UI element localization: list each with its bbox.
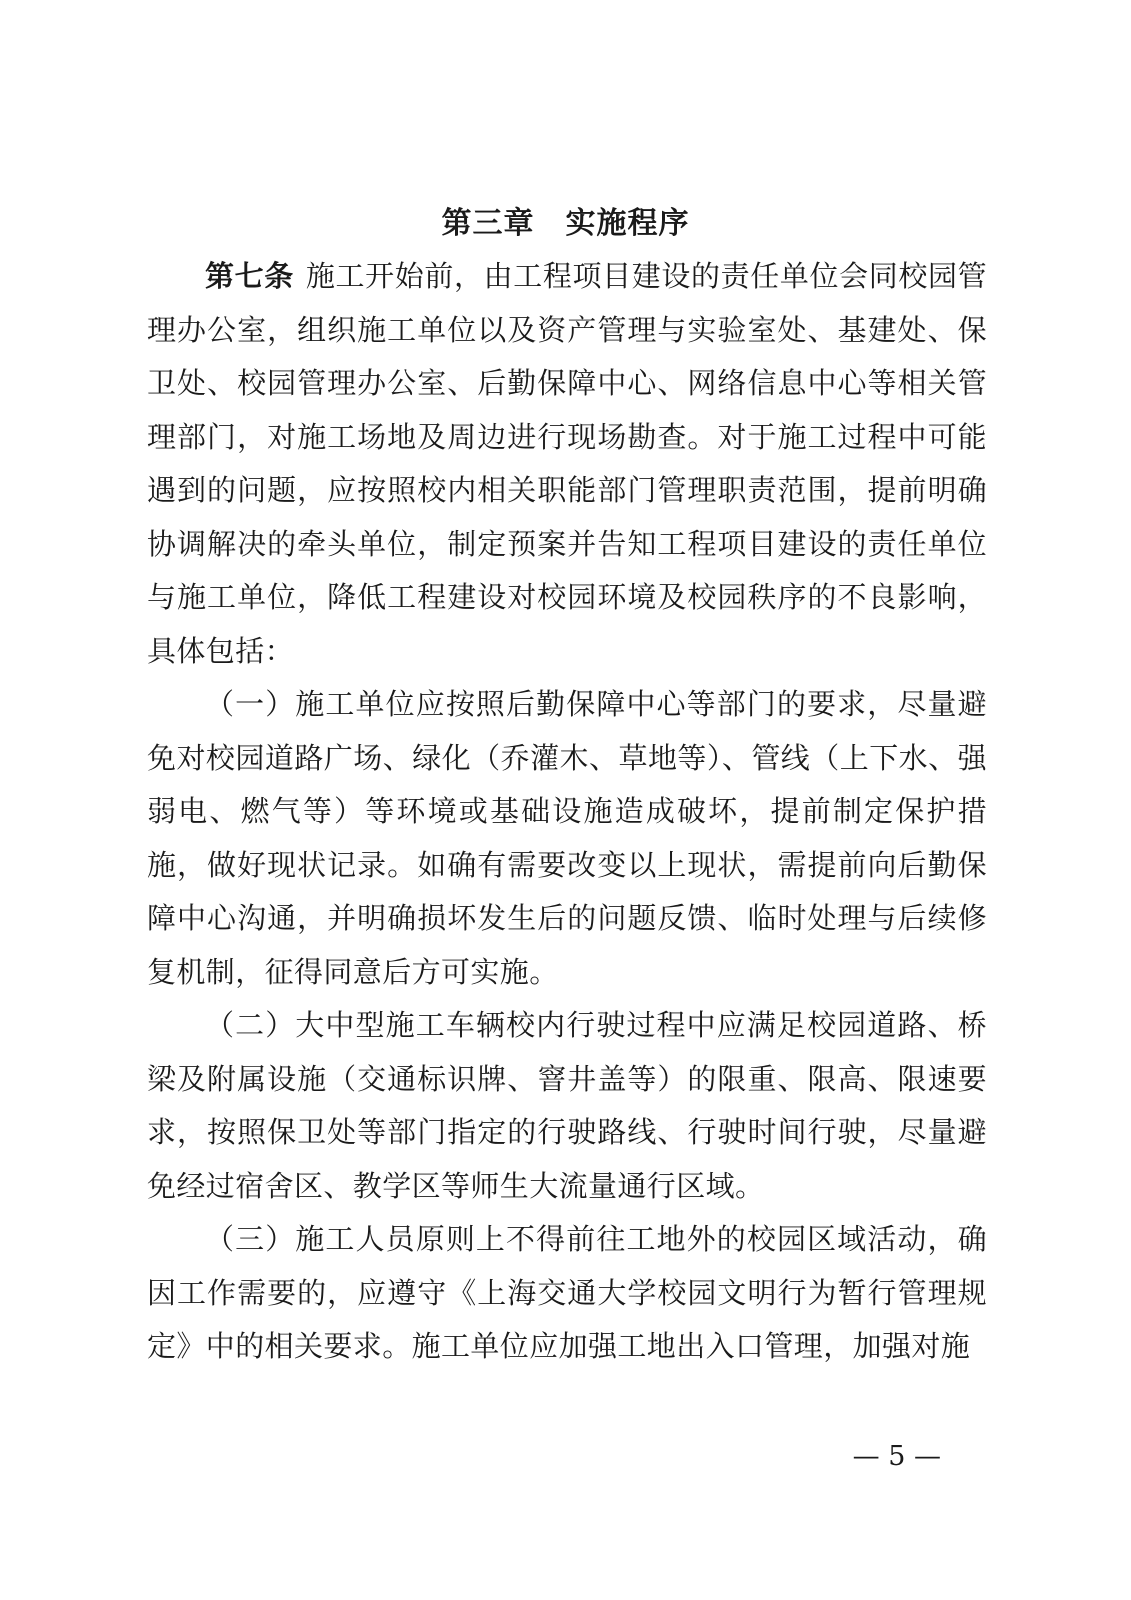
article-seven-paragraph — [147, 250, 987, 678]
item-two-paragraph: （二）大中型施工车辆校内行驶过程中应满足校园道路、桥梁及附属设施（交通标识牌、窨井盖等）的限重、限高、限速要求，按照保卫处等部门指定的行驶路线、行驶时间行驶，尽量避免经过宿舍区、教学区等师生大流量通行区域。 — [147, 1008, 987, 1203]
body-text — [147, 250, 987, 1374]
article-text: 施工开始前，由工程项目建设的责任单位会同校园管理办公室，组织施工单位以及资产管理与实验室处、基建处、保卫处、校园管理办公室、后勤保障中心、网络信息中心等相关管理部门，对施工场地及周边进行现场勘查。对于施工过程中可能遇到的问题，应按照校内相关职能部门管理职责范围，提前明确协调解决的牵头单位，制定预案并告知工程项目建设的责任单位与施工单位，降低工程建设对校园环境及校园秩序的不良影响，具体包括： — [147, 259, 987, 668]
item-one-paragraph: （一）施工单位应按照后勤保障中心等部门的要求，尽量避免对校园道路广场、绿化（乔灌木、草地等）、管线（上下水、强弱电、燃气等）等环境或基础设施造成破坏，提前制定保护措施，做好现状记录。如确有需要改变以上现状，需提前向后勤保障中心沟通，并明确损坏发生后的问题反馈、临时处理与后续修复机制，征得同意后方可实施。 — [147, 687, 987, 989]
article-label: 第七条 — [205, 259, 294, 293]
item-three-paragraph: （三）施工人员原则上不得前往工地外的校园区域活动，确因工作需要的，应遵守《上海交通大学校园文明行为暂行管理规定》中的相关要求。施工单位应加强工地出入口管理，加强对施 — [147, 1222, 987, 1363]
chapter-title: 第三章 实施程序 — [441, 206, 690, 241]
page-number: — 5 — — [852, 1441, 941, 1472]
